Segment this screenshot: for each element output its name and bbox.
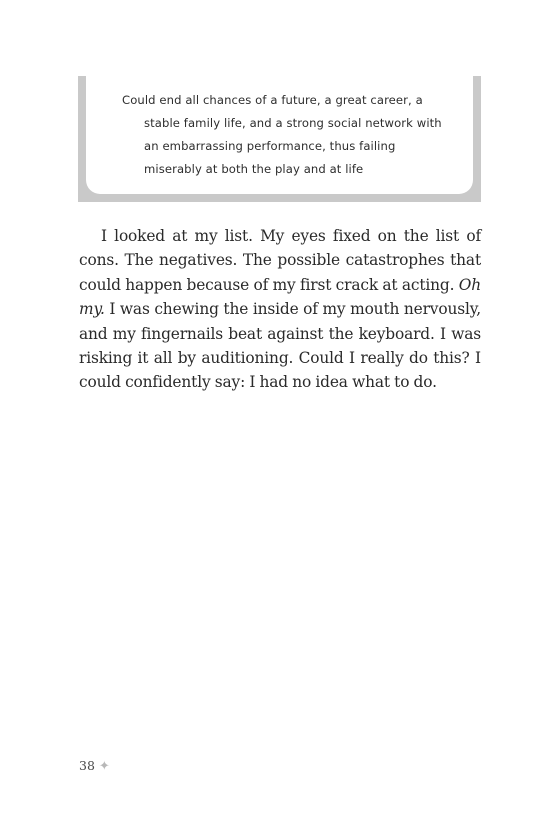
body-paragraph bbox=[79, 224, 481, 395]
body-text-part-1: I looked at my list. My eyes fixed on the list of cons. The negatives. The possible catastrophes that could happen because of my first crack at acting. bbox=[79, 227, 481, 294]
list-note-text: Could end all chances of a future, a great career, a stable family life, and a strong social network with an embarrassing performance, thus failing miserably at both the play and at life bbox=[122, 93, 442, 176]
page-number: 38 bbox=[79, 758, 95, 773]
list-note-box bbox=[78, 76, 481, 202]
body-text-emphasis: Oh my. bbox=[79, 275, 481, 319]
page-footer bbox=[79, 758, 110, 774]
body-text-part-2: I was chewing the inside of my mouth nervously, and my fingernails beat against the keyboard. I was risking it all by auditioning. Could I really do this? I could confidently say: I had no idea what to do. bbox=[79, 300, 481, 392]
star-ornament-icon: ✦ bbox=[98, 759, 110, 774]
list-note-card bbox=[86, 76, 473, 194]
